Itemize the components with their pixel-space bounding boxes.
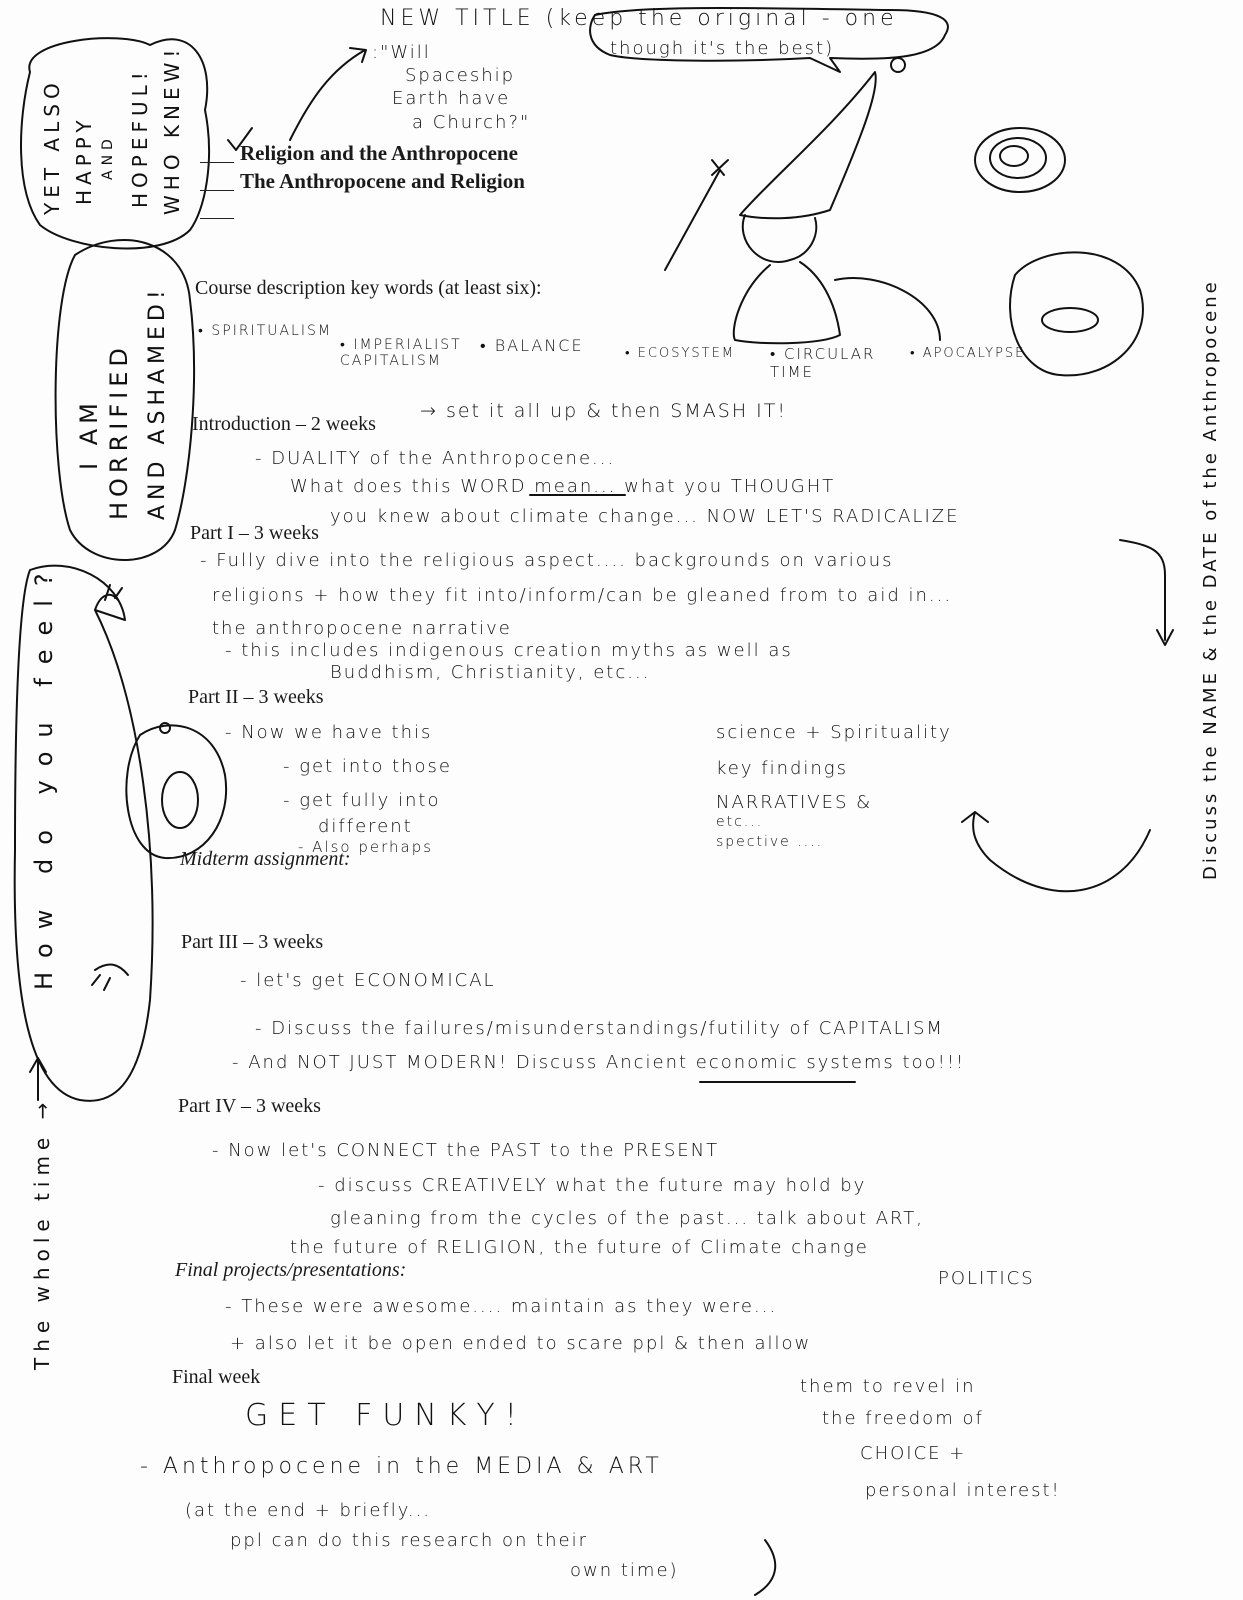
part3-note-2: - Discuss the failures/misunderstandings/futility of CAPITALISM	[255, 1018, 944, 1039]
the-whole-time: The whole time →	[30, 1096, 54, 1370]
title-suggestion-4: a Church?"	[412, 112, 531, 133]
final-projects-note-3: them to revel in	[800, 1376, 976, 1397]
final-projects-note-5: CHOICE +	[860, 1443, 967, 1464]
title-suggestion-3: Earth have	[392, 88, 511, 109]
final-projects-note-4: the freedom of	[822, 1408, 984, 1429]
arrow-whole-time	[30, 1058, 46, 1100]
bubble-text-4: HOPEFUL!	[128, 67, 152, 208]
part2-note-right-4: etc...	[716, 814, 764, 830]
part1-note-4: - this includes indigenous creation myths as well as	[225, 640, 793, 661]
part1-note-3: the anthropocene narrative	[212, 618, 512, 639]
arrow-to-title	[290, 48, 366, 140]
part2-note-left-1: - Now we have this	[225, 722, 433, 743]
keyword-6: • APOCALYPSE	[910, 346, 1026, 361]
title-suggestion-1: :"Will	[372, 42, 431, 63]
part2-note-left-4: different	[318, 816, 413, 837]
keywords-heading: Course description key words (at least six):	[195, 277, 542, 299]
bubble-mid-1: I AM	[75, 398, 103, 470]
final-week-heading: Final week	[172, 1366, 261, 1388]
part3-note-1: - let's get ECONOMICAL	[240, 970, 496, 991]
final-week-note-2: (at the end + briefly...	[185, 1500, 432, 1521]
part2-note-left-3: - get fully into	[283, 790, 441, 811]
wizard-body	[734, 215, 940, 343]
get-funky: GET FUNKY!	[245, 1398, 527, 1433]
part1-note-5: Buddhism, Christianity, etc...	[330, 662, 651, 683]
keyword-1: • SPIRITUALISM	[198, 323, 332, 339]
part2-note-left-2: - get into those	[283, 756, 453, 777]
introduction-heading: Introduction – 2 weeks	[192, 413, 376, 435]
keyword-2: • IMPERIALIST CAPITALISM	[340, 337, 462, 369]
part2-note-right-3: NARRATIVES &	[716, 792, 873, 813]
part2-note-left-5: - Also perhaps	[298, 838, 434, 856]
part2-note-right-1: science + Spirituality	[716, 722, 952, 743]
side-note-anthropocene: Discuss the NAME & the DATE of the Anthropocene	[1200, 279, 1221, 880]
arrow-curved-side	[962, 812, 1150, 891]
final-week-note-4: own time)	[570, 1560, 679, 1581]
part4-note-3: gleaning from the cycles of the past... talk about ART,	[330, 1208, 924, 1229]
bubble-mid-2: HORRIFIED	[105, 343, 133, 520]
part1-note-1: - Fully dive into the religious aspect.... backgrounds on various	[200, 550, 894, 571]
bubble-mid-3: AND ASHAMED!	[145, 285, 170, 520]
final-projects-note-1: - These were awesome.... maintain as they were...	[225, 1296, 778, 1317]
title-option-1: Religion and the Anthropocene	[240, 141, 518, 165]
final-projects-note-2: + also let it be open ended to scare ppl & then allow	[230, 1333, 812, 1354]
wand	[665, 160, 728, 270]
part1-heading: Part I – 3 weeks	[190, 522, 319, 544]
keyword-3: • BALANCE	[480, 336, 584, 355]
midterm-heading: Midterm assignment:	[180, 848, 351, 870]
face-doodle-right	[1010, 252, 1143, 375]
hand-top	[95, 585, 122, 610]
final-projects-heading: Final projects/presentations:	[175, 1259, 407, 1281]
title-suggestion-2: Spaceship	[405, 65, 516, 86]
intro-note-2: What does this WORD mean... what you THOUGHT	[290, 476, 836, 497]
part4-note-5: POLITICS	[938, 1268, 1035, 1289]
new-title-note: NEW TITLE (keep the original - one	[380, 6, 898, 31]
how-do-you-feel: How do you feel?	[30, 559, 58, 990]
keyword-4: • ECOSYSTEM	[625, 346, 736, 361]
wizard-hat	[740, 72, 876, 218]
face-doodle-left	[126, 725, 226, 858]
part3-note-3: - And NOT JUST MODERN! Discuss Ancient economic systems too!!!	[232, 1052, 966, 1073]
part3-heading: Part III – 3 weeks	[181, 931, 324, 953]
title-blank-3	[200, 218, 234, 219]
intro-note-3: you knew about climate change... NOW LET'S RADICALIZE	[330, 506, 960, 527]
final-week-note-3: ppl can do this research on their	[230, 1530, 589, 1551]
part2-note-right-5: spective ....	[716, 834, 824, 850]
bubble-text-3: AND	[100, 134, 116, 180]
title-blank-1	[200, 162, 234, 163]
title-option-2: The Anthropocene and Religion	[240, 169, 525, 193]
arrow-radicalize	[1120, 540, 1173, 645]
final-projects-note-6: personal interest!	[865, 1480, 1061, 1501]
hat-pompom	[891, 58, 905, 72]
bracket-close	[755, 1540, 775, 1595]
bubble-text-2: HAPPY	[72, 115, 96, 205]
bubble-text-5: WHO KNEW!	[160, 44, 184, 215]
title-blank-2	[200, 190, 234, 191]
part4-heading: Part IV – 3 weeks	[178, 1095, 321, 1117]
part1-note-2: religions + how they fit into/inform/can be gleaned from to aid in...	[212, 585, 953, 606]
hand-bottom	[92, 965, 128, 990]
intro-arrow-note: → set it all up & then SMASH IT!	[420, 400, 787, 422]
part2-heading: Part II – 3 weeks	[188, 686, 324, 708]
keyword-5: • CIRCULAR TIME	[770, 345, 876, 381]
final-week-note-1: - Anthropocene in the MEDIA & ART	[140, 1454, 663, 1479]
new-title-note-2: though it's the best)	[610, 38, 835, 59]
part2-note-right-2: key findings	[716, 758, 848, 779]
part4-note-4: the future of RELIGION, the future of Climate change	[290, 1237, 869, 1258]
intro-note-1: - DUALITY of the Anthropocene...	[255, 448, 616, 469]
part4-note-1: - Now let's CONNECT the PAST to the PRESENT	[212, 1140, 720, 1161]
bubble-text-1: YET ALSO	[40, 78, 64, 215]
part4-note-2: - discuss CREATIVELY what the future may hold by	[318, 1175, 867, 1196]
